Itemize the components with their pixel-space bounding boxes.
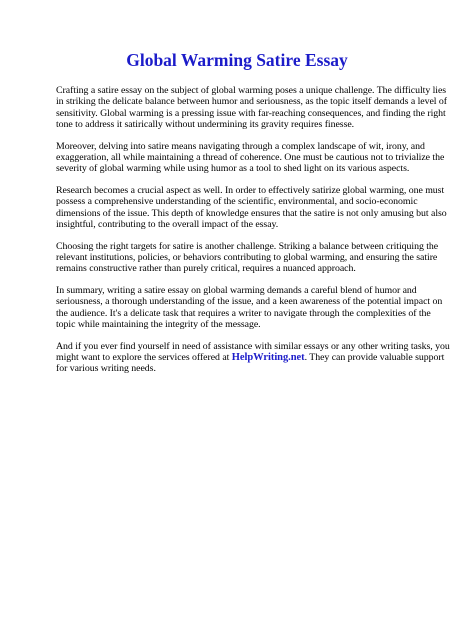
closing-text-after-link: . They can provide valuable support <box>304 352 445 364</box>
paragraph-targets <box>56 240 439 275</box>
text-line: severity of global warming while using humor as a tool to shed light on its various aspects. <box>56 163 410 175</box>
essay-body <box>56 85 450 385</box>
helpwriting-link[interactable]: HelpWriting.net <box>231 352 305 364</box>
text-line: possess a comprehensive understanding of the scientific, environmental, and socio-economic <box>56 196 418 208</box>
text-line-with-link <box>56 352 445 364</box>
text-line: relevant institutions, policies, or behaviors contributing to global warming, and ensuring the satire <box>56 252 438 264</box>
paragraph-intro <box>56 85 447 130</box>
text-line: remains constructive rather than purely critical, requires a nuanced approach. <box>56 263 356 275</box>
paragraph-summary <box>56 285 443 331</box>
text-line: topic while maintaining the integrity of the message. <box>56 319 261 331</box>
text-line: Moreover, delving into satire means navigating through a complex landscape of wit, irony, and <box>56 140 425 152</box>
text-line: And if you ever find yourself in need of assistance with similar essays or any other writing tasks, you <box>56 340 450 352</box>
text-line: insightful, contributing to the overall impact of the essay. <box>56 218 279 230</box>
text-line: Choosing the right targets for satire is another challenge. Striking a balance between critiquing the <box>56 240 439 252</box>
paragraph-satire-navigation <box>56 140 445 175</box>
text-line: seriousness, a thorough understanding of the issue, and a keen awareness of the potential impact on <box>56 296 443 308</box>
text-line: the audience. It's a delicate task that requires a writer to navigate through the complexities of the <box>56 307 431 319</box>
paragraph-research <box>56 185 447 230</box>
text-line: for various writing needs. <box>56 363 156 375</box>
text-line: in striking the delicate balance between humor and seriousness, as the topic itself demands a level of <box>56 96 447 108</box>
text-line: Research becomes a crucial aspect as well. In order to effectively satirize global warming, one must <box>56 185 445 197</box>
paragraph-closing <box>56 340 450 375</box>
page-title: Global Warming Satire Essay <box>126 50 348 70</box>
text-line: tone to address it satirically without undermining its gravity requires finesse. <box>56 118 355 130</box>
text-line: sensitivity. Global warming is a pressing issue with far-reaching consequences, and finding the right <box>56 107 446 119</box>
text-line: In summary, writing a satire essay on global warming demands a careful blend of humor and <box>56 285 417 297</box>
text-line: Crafting a satire essay on the subject of global warming poses a unique challenge. The difficulty lies <box>56 85 447 96</box>
text-line: dimensions of the issue. This depth of knowledge ensures that the satire is not only amusing but also <box>56 207 447 219</box>
text-line: exaggeration, all while maintaining a thread of coherence. One must be cautious not to trivialize the <box>56 151 445 163</box>
closing-text-before-link: might want to explore the services offered at <box>56 352 232 364</box>
